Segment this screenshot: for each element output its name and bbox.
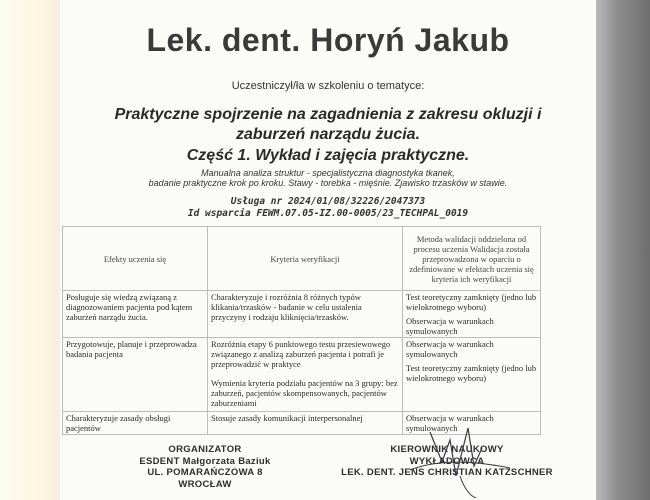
handwritten-signature [390, 418, 540, 498]
topic-line-2: zaburzeń narządu żucia. [235, 126, 421, 143]
table-header-row [63, 227, 541, 291]
paper-left-edge [0, 0, 60, 500]
criteria-item: Charakteryzuje i rozróżnia 8 różnych typów klikania/trzasków - badanie w celu ustalenia przyczyny i rodzaju kliknięcia/trzasków. [211, 292, 362, 322]
row-criteria [208, 412, 403, 435]
subtitle-line-1: Manualna analiza struktur - specjalistyczna diagnostyka tkanek, [201, 168, 455, 178]
criteria-item: Rozróżnia etapy 6 punktowego testu przesiewowego związanego z analizą zaburzeń pacjenta i potrafi je przeprowadzić w praktyce [211, 339, 391, 369]
scanner-right-edge [596, 0, 650, 500]
organizer-name: ESDENT Małgorzata Baziuk [139, 455, 271, 467]
row-method [403, 338, 541, 412]
method-item: Obserwacja w warunkach symulowanych [406, 316, 494, 336]
intro-text: Uczestniczył/ła w szkoleniu o tematyce: [231, 80, 425, 92]
table-row [63, 338, 541, 412]
method-item: Obserwacja w warunkach symulowanych [406, 413, 494, 433]
organizer-block [120, 444, 290, 490]
row-criteria [208, 338, 403, 412]
criteria-item: Wymienia kryteria podziału pacjentów na 3 grupy: bez zaburzeń, pacjentów skompensowanych, pacjentów zaburzeniami [211, 378, 398, 408]
row-effect: Charakteryzuje zasady obsługi pacjentów [63, 412, 208, 435]
method-item: Obserwacja w warunkach symulowanych [406, 339, 494, 359]
support-id: Id wsparcia FEWM.07.05-IZ.00-0005/23_TECHPAL_0019 [187, 208, 469, 219]
topic-line-3: Część 1. Wykład i zajęcia praktyczne. [186, 147, 470, 164]
organizer-city: WROCŁAW [178, 478, 232, 490]
header-method: Metoda walidacji oddzielona od procesu uczenia Walidacja została przeprowadzona w oparciu o zdefiniowane w efektach uczenia się kryteria ich weryfikacji [403, 227, 541, 291]
header-effects: Efekty uczenia się [63, 227, 208, 291]
head-role: WYKŁADOWCA [409, 455, 485, 467]
subtitle-line-2: badanie praktyczne krok po kroku. Stawy - torebka - mięśnie. Zjawisko trzasków w stawie. [148, 178, 508, 188]
criteria-item: Stosuje zasady komunikacji interpersonalnej [211, 413, 363, 423]
topic-line-1: Praktyczne spojrzenie na zagadnienia z zakresu okluzji i [114, 106, 542, 123]
organizer-street: UL. POMARAŃCZOWA 8 [147, 467, 263, 478]
head-name: LEK. DENT. JENS CHRISTIAN KATZSCHNER [341, 467, 553, 478]
table-row [63, 291, 541, 338]
row-effect: Posługuje się wiedzą związaną z diagnozowaniem pacjenta pod kątem zaburzeń narządu żucia. [63, 291, 208, 338]
recipient-name: Lek. dent. Horyń Jakub [146, 22, 510, 58]
organizer-title: ORGANIZATOR [168, 444, 242, 455]
service-number: Usługa nr 2024/01/08/32226/2047373 [230, 196, 426, 207]
header-criteria: Kryteria weryfikacji [208, 227, 403, 291]
method-item: Test teoretyczny zamknięty (jedno lub wielokrotnego wyboru) [406, 292, 537, 312]
head-title: KIEROWNIK NAUKOWY [390, 444, 504, 455]
method-item: Test teoretyczny zamknięty (jedno lub wielokrotnego wyboru) [406, 363, 537, 383]
row-criteria [208, 291, 403, 338]
row-effect: Przygotowuje, planuje i przeprowadza badania pacjenta [63, 338, 208, 412]
certificate-page [60, 0, 596, 500]
row-method [403, 291, 541, 338]
learning-outcomes-table [62, 226, 541, 435]
